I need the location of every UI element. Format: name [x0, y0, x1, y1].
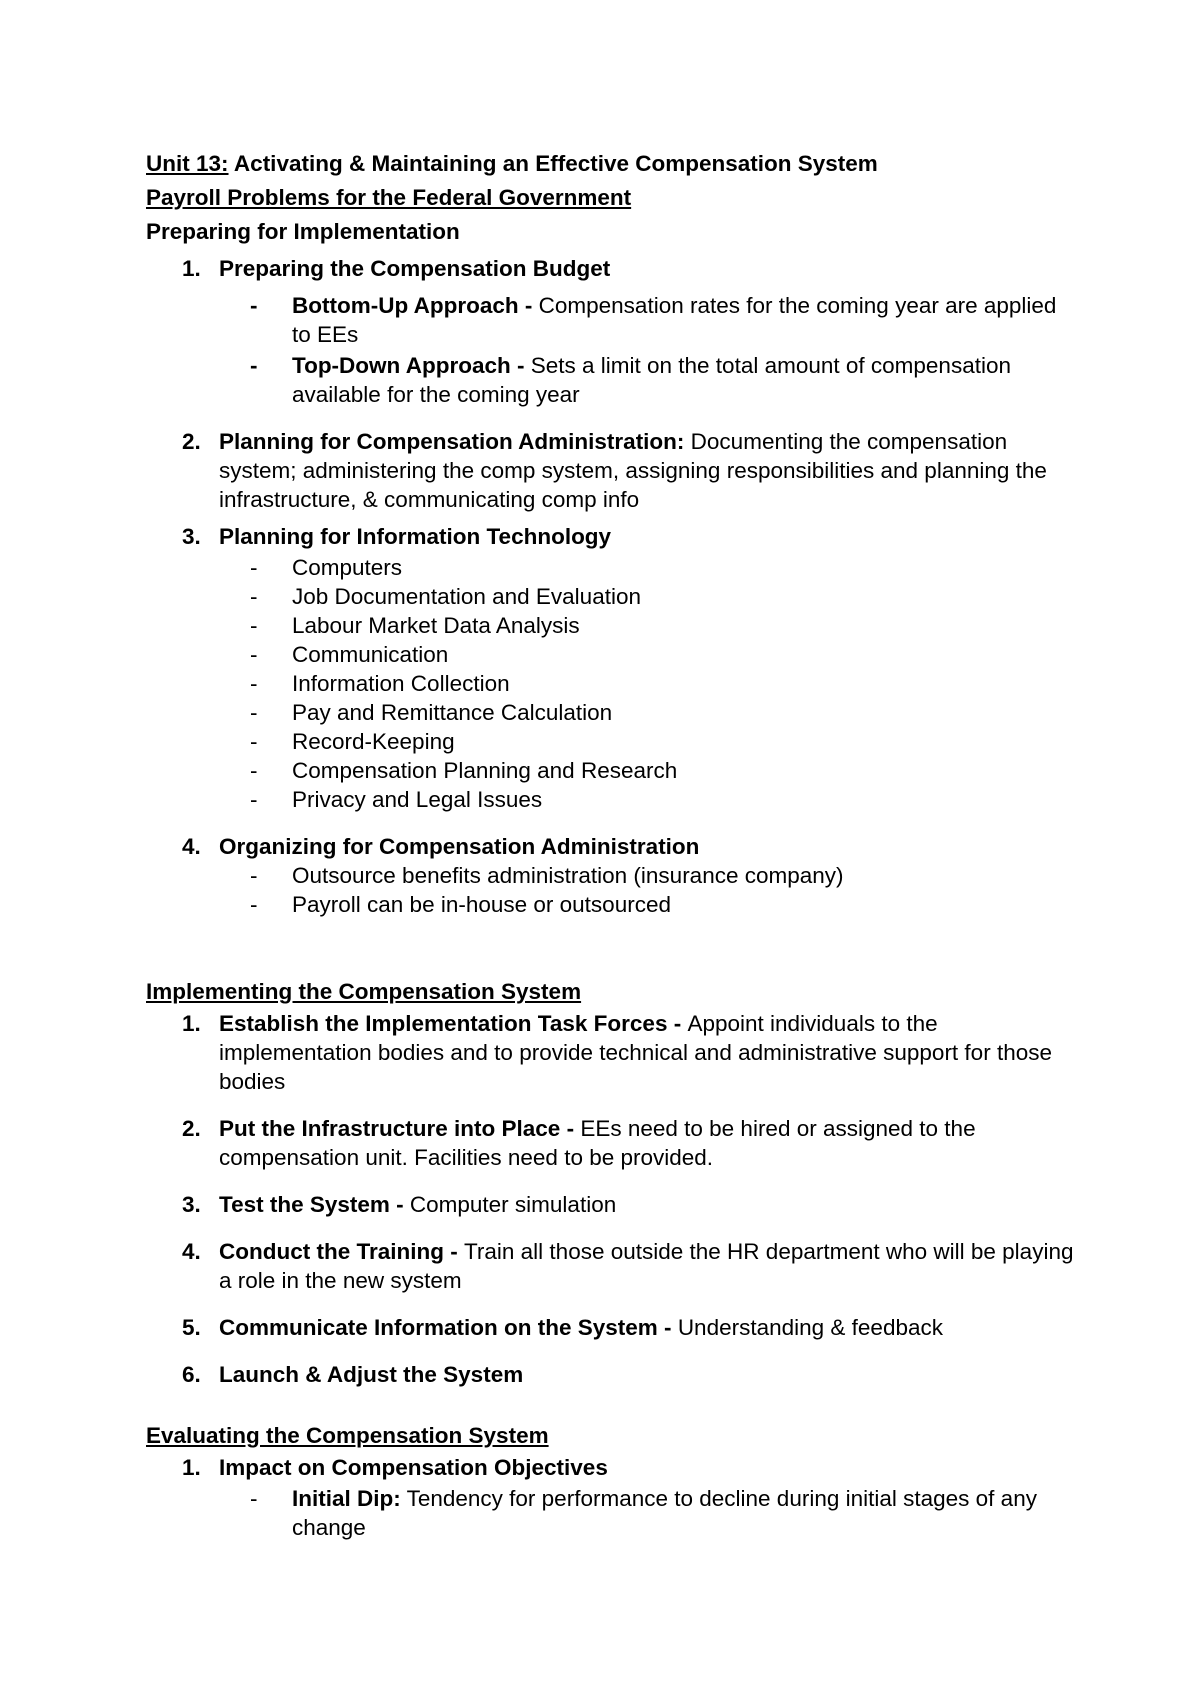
it-sub-item	[146, 582, 1076, 611]
item-text: Appoint individuals to the implementation bodies and to provide technical and administrative support for those bodies	[219, 1011, 1052, 1094]
item-title: Preparing the Compensation Budget	[219, 256, 611, 281]
sub-term: Bottom-Up Approach -	[292, 293, 539, 318]
it-sub-item	[146, 553, 1076, 582]
item-title: Launch & Adjust the System	[219, 1362, 524, 1387]
item-number: 3.	[182, 524, 201, 549]
sub-item-bottom-up	[146, 291, 1076, 349]
item-text: Train all those outside the HR department who will be playing a role in the new system	[219, 1239, 1074, 1293]
item-title: Organizing for Compensation Administration	[219, 834, 700, 859]
sub-text: Pay and Remittance Calculation	[292, 700, 613, 725]
it-sub-item	[146, 727, 1076, 756]
dash-bullet: -	[250, 729, 258, 754]
preparing-item-1	[146, 254, 1076, 283]
it-sub-item	[146, 669, 1076, 698]
unit-title: Activating & Maintaining an Effective Compensation System	[228, 151, 878, 176]
unit-label: Unit 13:	[146, 151, 229, 176]
dash-bullet: -	[250, 863, 258, 888]
sub-text: Outsource benefits administration (insurance company)	[292, 863, 844, 888]
sub-text: Payroll can be in-house or outsourced	[292, 892, 671, 917]
item-number: 6.	[182, 1362, 201, 1387]
item-title: Planning for Compensation Administration:	[219, 429, 685, 454]
item-title: Communicate Information on the System -	[219, 1315, 678, 1340]
item-title: Planning for Information Technology	[219, 524, 612, 549]
item-number: 1.	[182, 1455, 201, 1480]
item-title: Put the Infrastructure into Place -	[219, 1116, 581, 1141]
item-number: 2.	[182, 429, 201, 454]
sub-text: Tendency for performance to decline during initial stages of any change	[292, 1486, 1037, 1540]
sub-text: Job Documentation and Evaluation	[292, 584, 641, 609]
implementing-item-6	[146, 1360, 1076, 1389]
it-sub-item	[146, 611, 1076, 640]
item-number: 4.	[182, 1239, 201, 1264]
sub-text: Computers	[292, 555, 403, 580]
implementing-item-4	[146, 1237, 1076, 1295]
dash-bullet: -	[250, 758, 258, 783]
item-text: Understanding & feedback	[677, 1315, 943, 1340]
dash-bullet: -	[250, 642, 258, 667]
dash-bullet: -	[250, 892, 258, 917]
sub-text: Sets a limit on the total amount of compensation available for the coming year	[292, 353, 1011, 407]
item-title: Test the System -	[219, 1192, 410, 1217]
sub-term: Top-Down Approach -	[292, 353, 531, 378]
item-number: 5.	[182, 1315, 201, 1340]
item-text: EEs need to be hired or assigned to the compensation unit. Facilities need to be provided.	[219, 1116, 976, 1170]
item-title: Conduct the Training -	[219, 1239, 464, 1264]
evaluating-item-1	[146, 1453, 1076, 1482]
item-text: Computer simulation	[409, 1192, 617, 1217]
dash-bullet: -	[250, 613, 258, 638]
unit-heading	[146, 147, 1076, 181]
sub-text: Record-Keeping	[292, 729, 455, 754]
dash-bullet: -	[250, 584, 258, 609]
dash-bullet: -	[250, 353, 258, 378]
item-number: 1.	[182, 256, 201, 281]
it-sub-item	[146, 756, 1076, 785]
dash-bullet: -	[250, 1486, 258, 1511]
dash-bullet: -	[250, 293, 258, 318]
evaluating-heading: Evaluating the Compensation System	[146, 1423, 549, 1448]
preparing-item-3	[146, 522, 1076, 551]
sub-text: Privacy and Legal Issues	[292, 787, 543, 812]
implementing-heading: Implementing the Compensation System	[146, 979, 582, 1004]
sub-text: Compensation rates for the coming year are applied to EEs	[292, 293, 1057, 347]
sub-text: Communication	[292, 642, 449, 667]
org-sub-item	[146, 890, 1076, 919]
item-number: 4.	[182, 834, 201, 859]
item-title: Impact on Compensation Objectives	[219, 1455, 608, 1480]
it-sub-item	[146, 698, 1076, 727]
it-sub-item	[146, 640, 1076, 669]
item-number: 2.	[182, 1116, 201, 1141]
sub-text: Information Collection	[292, 671, 510, 696]
preparing-item-2	[146, 427, 1076, 514]
item-number: 3.	[182, 1192, 201, 1217]
implementing-item-5	[146, 1313, 1076, 1342]
dash-bullet: -	[250, 555, 258, 580]
preparing-heading: Preparing for Implementation	[146, 219, 460, 244]
it-sub-item	[146, 785, 1076, 814]
org-sub-item	[146, 861, 1076, 890]
implementing-item-3	[146, 1190, 1076, 1219]
item-title: Establish the Implementation Task Forces -	[219, 1011, 688, 1036]
document-content	[146, 147, 1076, 1542]
sub-item-initial-dip	[146, 1484, 1076, 1542]
implementing-item-2	[146, 1114, 1076, 1172]
sub-item-top-down	[146, 351, 1076, 409]
sub-text: Compensation Planning and Research	[292, 758, 678, 783]
subtitle: Payroll Problems for the Federal Government	[146, 185, 632, 210]
sub-text: Labour Market Data Analysis	[292, 613, 580, 638]
implementing-item-1	[146, 1009, 1076, 1096]
dash-bullet: -	[250, 671, 258, 696]
item-text: Documenting the compensation system; administering the comp system, assigning responsibilities and planning the infrastructure, & communicating comp info	[219, 429, 1047, 512]
sub-term: Initial Dip:	[292, 1486, 401, 1511]
item-number: 1.	[182, 1011, 201, 1036]
dash-bullet: -	[250, 787, 258, 812]
dash-bullet: -	[250, 700, 258, 725]
preparing-item-4	[146, 832, 1076, 861]
